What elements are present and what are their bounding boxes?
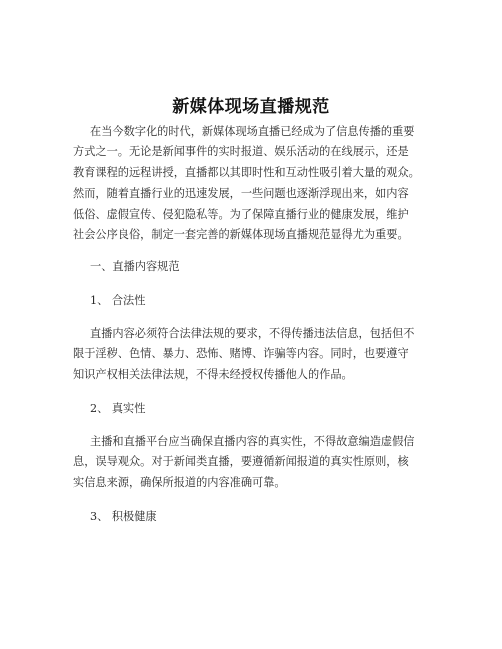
item-1-heading: 1、 合法性 xyxy=(90,294,146,307)
item-2-line-2: 息，误导观众。对于新闻类直播，要遵循新闻报道的真实性原则，核 xyxy=(73,455,409,468)
item-2-heading: 2、 真实性 xyxy=(90,402,146,415)
intro-line-2: 方式之一。无论是新闻事件的实时报道、娱乐活动的在线展示，还是 xyxy=(73,145,409,158)
item-1-line-3: 知识产权相关法律法规，不得未经授权传播他人的作品。 xyxy=(73,368,353,381)
intro-line-4: 然而，随着直播行业的迅速发展，一些问题也逐渐浮现出来，如内容 xyxy=(73,187,409,200)
intro-line-3: 教育课程的远程讲授，直播都以其即时性和互动性吸引着大量的观众。 xyxy=(73,166,420,179)
item-1-line-1: 直播内容必须符合法律法规的要求，不得传播违法信息，包括但不 xyxy=(90,327,415,340)
document-title: 新媒体现场直播规范 xyxy=(172,97,330,117)
item-2-line-1: 主播和直播平台应当确保直播内容的真实性，不得故意编造虚假信 xyxy=(90,435,415,448)
item-2-line-3: 实信息来源，确保所报道的内容准确可靠。 xyxy=(73,476,286,489)
intro-line-1: 在当今数字化的时代，新媒体现场直播已经成为了信息传播的重要 xyxy=(90,125,415,138)
intro-line-6: 社会公序良俗，制定一套完善的新媒体现场直播规范显得尤为重要。 xyxy=(73,228,409,241)
section-heading: 一、直播内容规范 xyxy=(90,260,180,273)
item-3-heading: 3、 积极健康 xyxy=(90,510,157,523)
intro-line-5: 低俗、虚假宣传、侵犯隐私等。为了保障直播行业的健康发展，维护 xyxy=(73,208,409,221)
item-1-line-2: 限于淫秽、色情、暴力、恐怖、赌博、诈骗等内容。同时，也要遵守 xyxy=(73,347,409,360)
